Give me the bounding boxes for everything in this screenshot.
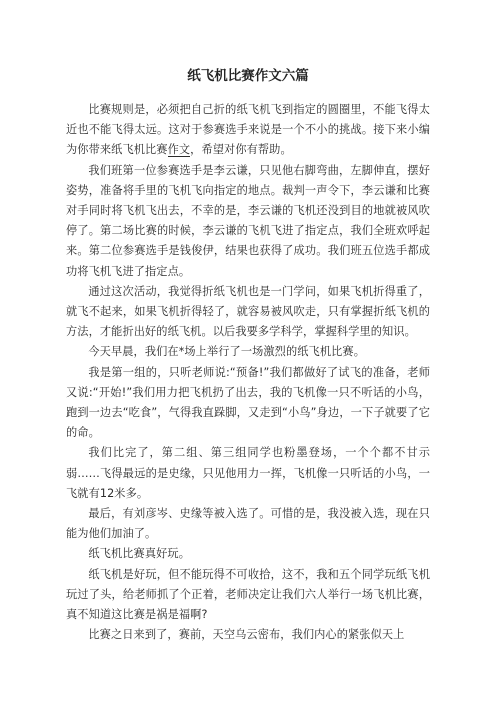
body-paragraph: 纸飞机比赛真好玩。 bbox=[88, 547, 190, 561]
essay-link[interactable]: 作文 bbox=[167, 143, 191, 157]
document-title: 纸飞机比赛作文六篇 bbox=[187, 68, 309, 84]
body-paragraph: 我们班第一位参赛选手是李云谦，只见他右脚弯曲，左脚伸直，摆好姿势，准备将手里的飞机飞向指定的地点。裁判一声令下，李云谦和比赛对手同时将飞机飞出去，不幸的是，李云谦的飞机还没到目的地就被风吹停了。第二场比赛的时候，李云谦的飞机飞进了指定点，我们全班欢呼起来。第二位参赛选手是钱俊伊，结果也获得了成功。我们班五位选手都成功将飞机飞进了指定点。 bbox=[66, 163, 430, 278]
intro-text-before-link: 比赛规则是，必须把自己折的纸飞机飞到指定的圆圈里，不能飞得太近也不能飞得太远。这对于参赛选手来说是一个不小的挑战。接下来小编为你带来纸飞机比赛 bbox=[66, 103, 430, 157]
body-paragraph: 最后，有刘彦岑、史缘等被入选了。可惜的是，我没被入选，现在只能为他们加油了。 bbox=[66, 507, 430, 541]
body-paragraph: 通过这次活动，我觉得折纸飞机也是一门学问，如果飞机折得重了，就飞不起来，如果飞机折得轻了，就容易被风吹走，只有掌握折纸飞机的方法，才能折出好的纸飞机。以后我要多学科学，掌握科学里的知识。 bbox=[66, 284, 430, 339]
body-paragraph: 今天早晨，我们在*场上举行了一场激烈的纸飞机比赛。 bbox=[88, 345, 365, 359]
body-paragraph: 我是第一组的，只听老师说:“预备!”我们都做好了试飞的准备，老师又说:“开始!”我们用力把飞机扔了出去，我的飞机像一只不听话的小鸟，跑到一边去“吃食”，气得我直跺脚，又走到“小鸟”身边，一下子就要了它的命。 bbox=[66, 365, 430, 440]
body-paragraph: 我们比完了，第二组、第三组同学也粉墨登场，一个个都不甘示弱……飞得最远的是史缘，只见他用力一挥，飞机像一只听话的小鸟，一飞就有12米多。 bbox=[66, 446, 430, 500]
body-paragraph: 比赛之日来到了，赛前，天空乌云密布，我们内心的紧张似天上 bbox=[88, 628, 405, 642]
body-paragraph: 纸飞机是好玩，但不能玩得不可收拾，这不，我和五个同学玩纸飞机玩过了头，给老师抓了个正着，老师决定让我们六人举行一场飞机比赛，真不知道这比赛是祸是福啊? bbox=[66, 567, 430, 622]
intro-paragraph bbox=[66, 100, 430, 161]
intro-text-after-link: ，希望对你有帮助。 bbox=[190, 143, 292, 157]
